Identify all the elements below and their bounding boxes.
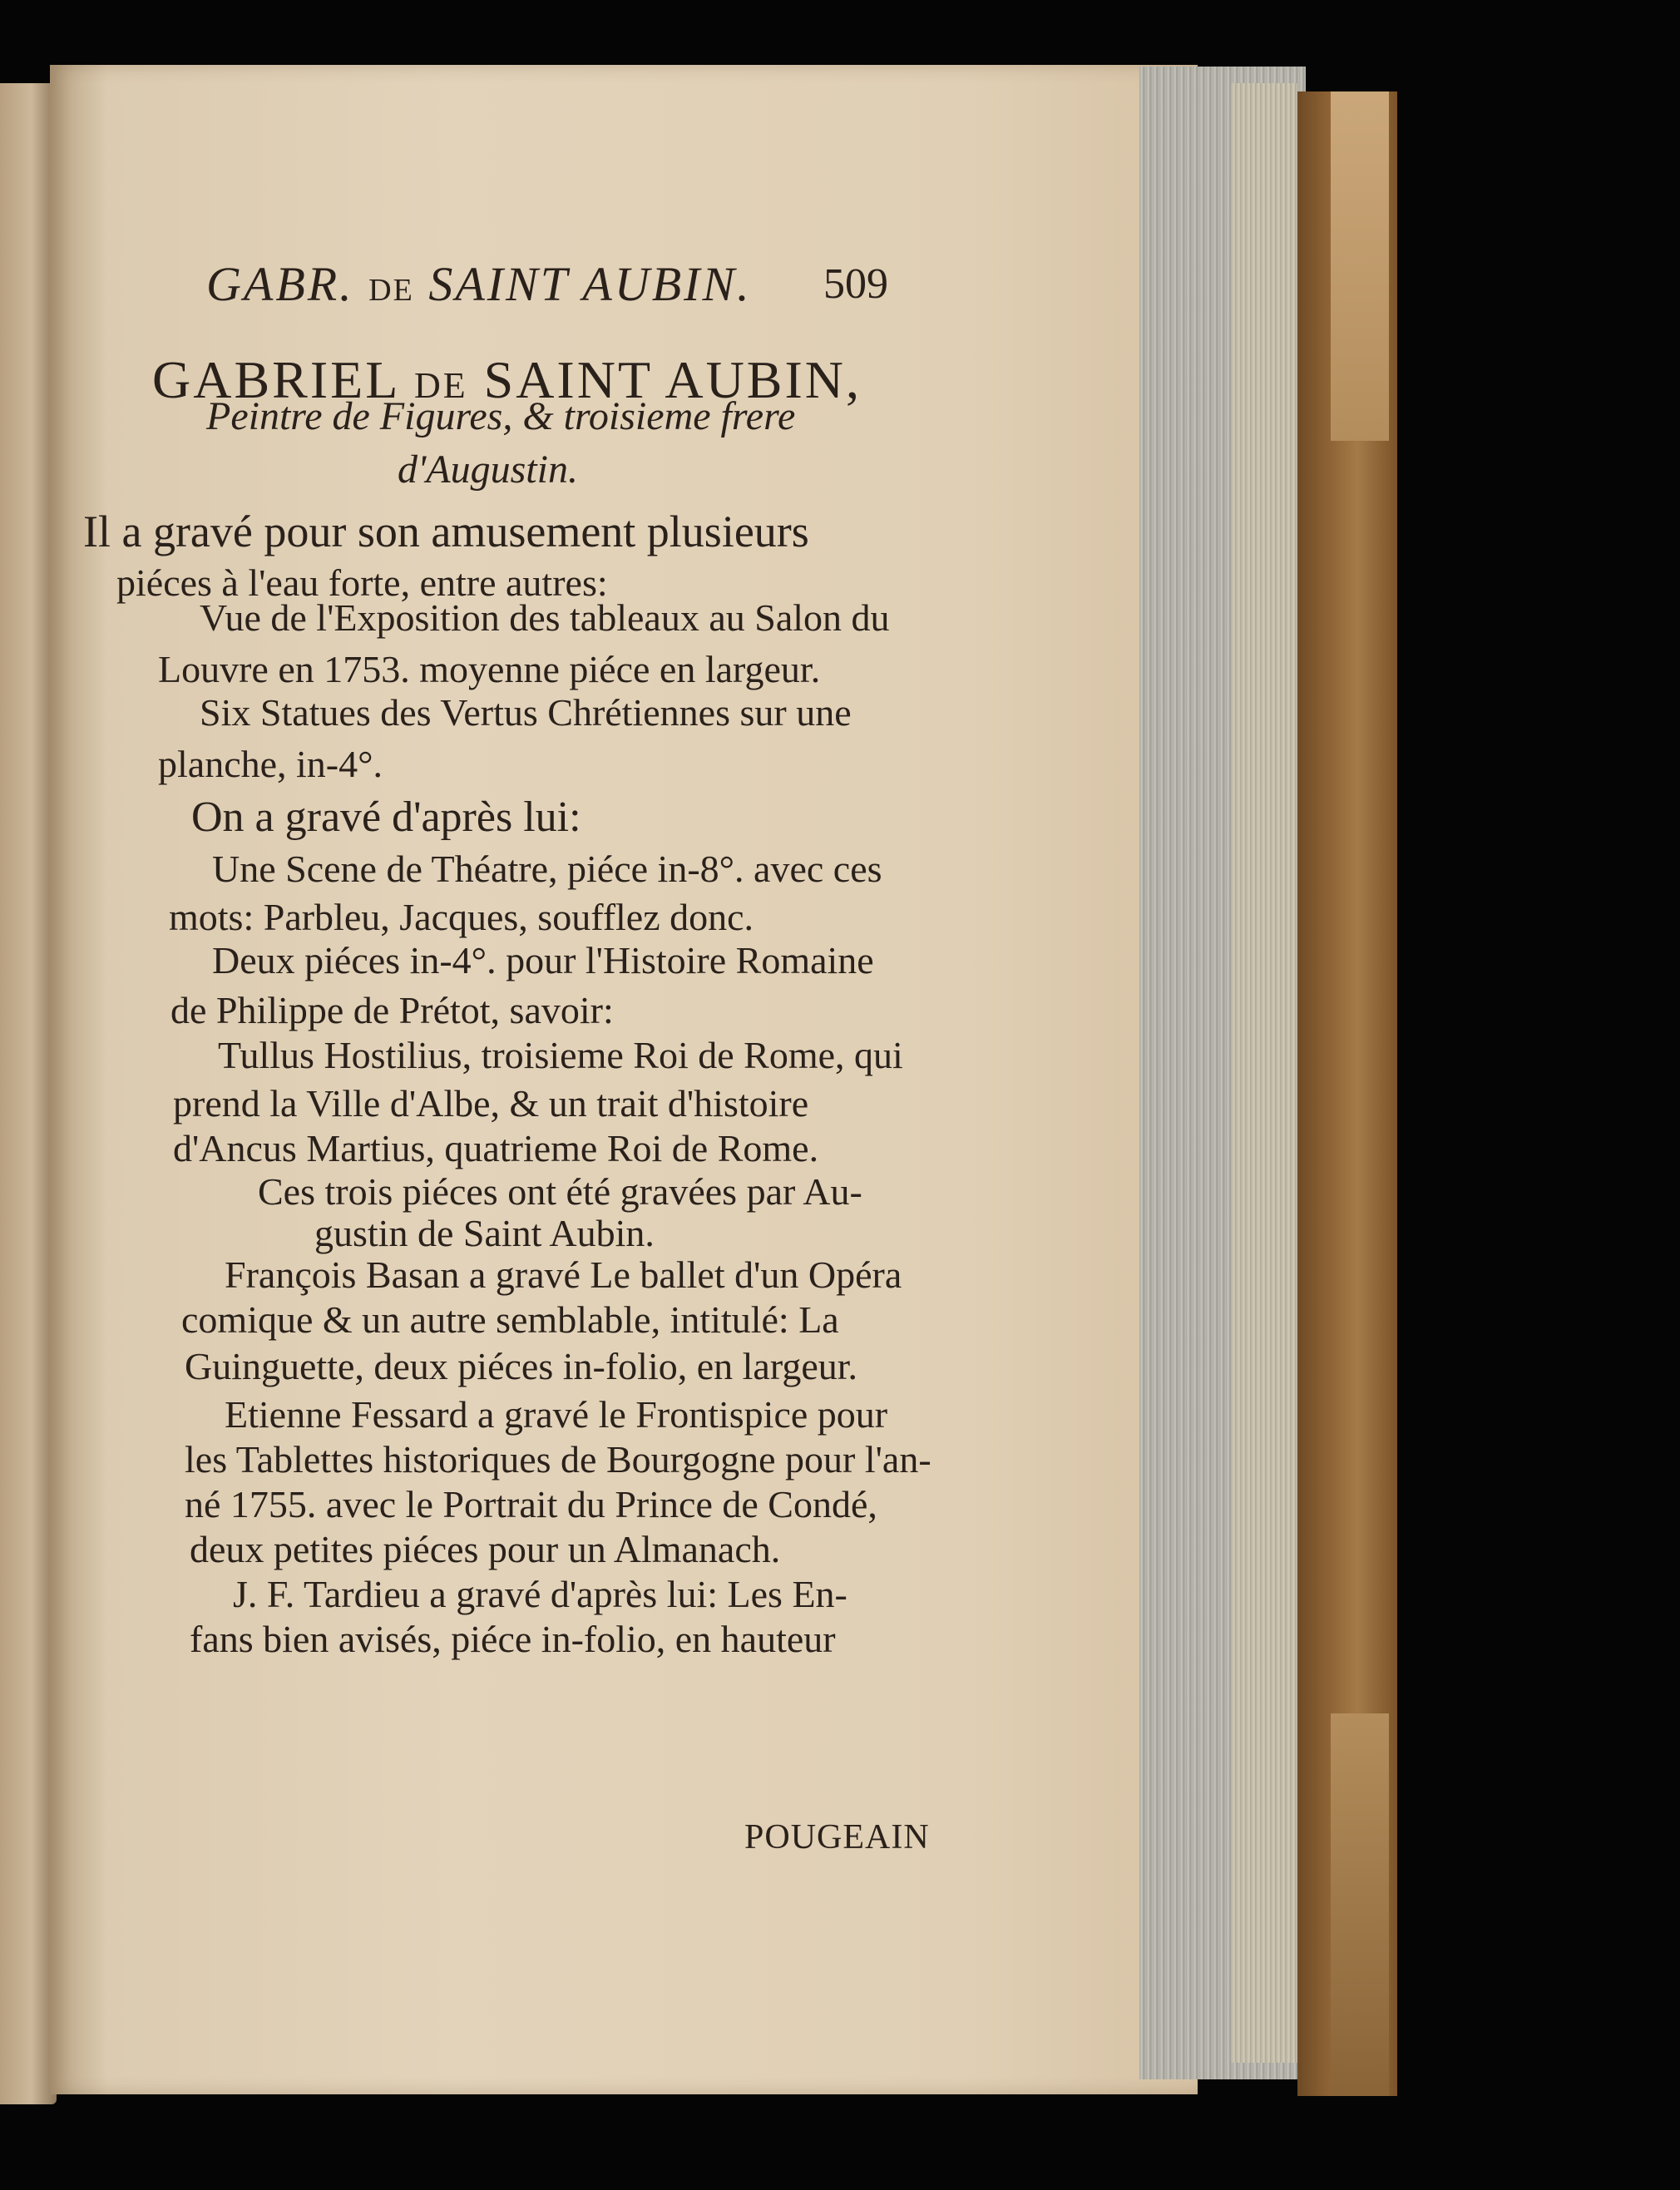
catchword: POUGEAIN: [744, 1818, 930, 1856]
entry-subtitle-line-2: d'Augustin.: [398, 447, 578, 492]
page-number: 509: [823, 260, 888, 308]
facing-page-edge: [0, 83, 57, 2104]
cover-wear-bottom: [1331, 1713, 1389, 2096]
text-line: deux petites piéces pour un Almanach.: [190, 1528, 781, 1570]
text-line: mots: Parbleu, Jacques, soufflez donc.: [169, 896, 754, 938]
text-line: planche, in-4°.: [158, 743, 383, 785]
text-line: les Tablettes historiques de Bourgogne pour l'an-: [185, 1438, 931, 1481]
text-line: prend la Ville d'Albe, & un trait d'histoire: [173, 1082, 809, 1125]
text-line: Vue de l'Exposition des tableaux au Salon du: [200, 596, 890, 639]
entry-title: GABRIEL DE SAINT AUBIN,: [152, 350, 862, 409]
text-line: Etienne Fessard a gravé le Frontispice pour: [225, 1393, 888, 1436]
text-line: Il a gravé pour son amusement plusieurs: [83, 507, 809, 556]
text-line: Ces trois piéces ont été gravées par Au-: [258, 1170, 862, 1213]
text-line: d'Ancus Martius, quatrieme Roi de Rome.: [173, 1127, 819, 1169]
text-line: né 1755. avec le Portrait du Prince de Condé,: [185, 1483, 877, 1525]
text-line: Tullus Hostilius, troisieme Roi de Rome, qui: [218, 1034, 903, 1076]
text-line: J. F. Tardieu a gravé d'après lui: Les En-: [233, 1573, 847, 1615]
page-block-edges-light: [1231, 83, 1297, 2063]
text-line: fans bien avisés, piéce in-folio, en hauteur: [190, 1618, 836, 1660]
text-line: de Philippe de Prétot, savoir:: [170, 989, 614, 1031]
text-line: piéces à l'eau forte, entre autres:: [116, 561, 608, 604]
running-head: GABR. DE SAINT AUBIN.: [206, 257, 752, 311]
text-line: Une Scene de Théatre, piéce in-8°. avec ces: [212, 848, 882, 890]
text-line: Six Statues des Vertus Chrétiennes sur une: [200, 691, 852, 734]
text-line: François Basan a gravé Le ballet d'un Opéra: [225, 1253, 902, 1296]
entry-subtitle-line-1: Peintre de Figures, & troisieme frere: [206, 394, 796, 438]
text-line: Louvre en 1753. moyenne piéce en largeur.: [158, 648, 821, 690]
text-line: Deux piéces in-4°. pour l'Histoire Romaine: [212, 939, 874, 981]
cover-wear-top: [1331, 91, 1389, 441]
text-line: On a gravé d'après lui:: [191, 793, 581, 841]
text-line: comique & un autre semblable, intitulé: La: [181, 1298, 839, 1341]
text-line: gustin de Saint Aubin.: [314, 1212, 655, 1254]
text-line: Guinguette, deux piéces in-folio, en largeur.: [185, 1345, 858, 1387]
